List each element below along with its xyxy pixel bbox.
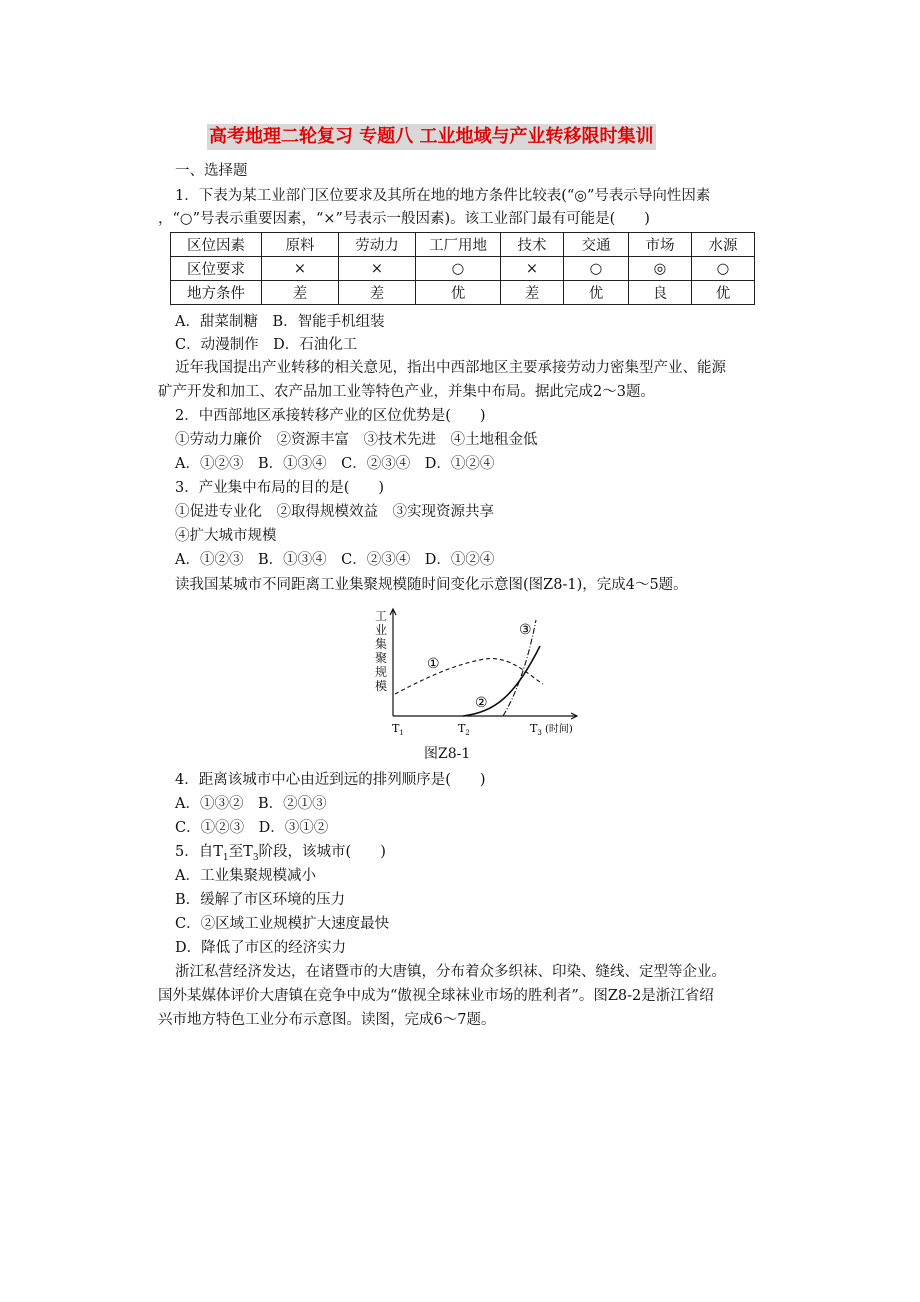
table-row [171,281,755,305]
table-cell: 交通 [564,233,629,257]
table-cell: 市场 [629,233,692,257]
table-cell: 差 [262,281,339,305]
table-cell: 优 [416,281,501,305]
table-cell: 劳动力 [339,233,416,257]
q5-option-b: B．缓解了市区环境的压力 [175,892,346,908]
table-cell: × [262,257,339,281]
table-cell: 优 [564,281,629,305]
table-cell: 良 [629,281,692,305]
table-cell: 区位因素 [171,233,262,257]
table-cell: 水源 [692,233,755,257]
table-cell: 差 [339,281,416,305]
table-cell: ◎ [629,257,692,281]
table-cell: ○ [416,257,501,281]
q2-items: ①劳动力廉价 ②资源丰富 ③技术先进 ④土地租金低 [175,432,538,448]
y-axis-char: 业 [375,623,388,637]
table-cell: × [339,257,416,281]
y-axis-label [375,609,387,693]
tick-label-t1: $T_1$ [392,722,404,737]
table-cell: 地方条件 [171,281,262,305]
table-cell: × [501,257,564,281]
tick-label-t2: $T_2$ [458,722,470,737]
y-axis-char: 聚 [375,651,388,665]
q2-stem: 2．中西部地区承接转移产业的区位优势是( ) [175,408,486,424]
q2-options: A．①②③ B．①③④ C．②③④ D．①②④ [175,456,495,472]
table-cell: 区位要求 [171,257,262,281]
curve-2-label: ② [475,695,488,711]
curve-1-line [395,658,543,694]
intro-6-7-line3: 兴市地方特色工业分布示意图。读图，完成6～7题。 [158,1012,496,1028]
q5-option-a: A．工业集聚规模减小 [175,868,316,884]
q3-options: A．①②③ B．①③④ C．②③④ D．①②④ [175,552,495,568]
table-cell: 技术 [501,233,564,257]
y-axis-char: 工 [375,609,388,623]
q1-options-cd: C．动漫制作 D．石油化工 [175,337,358,353]
x-axis-label: (时间) [545,724,573,735]
q5-option-c: C．②区域工业规模扩大速度最快 [175,916,390,932]
table-row [171,257,755,281]
y-axis-char: 集 [375,637,388,651]
q1-stem-line2: ，“○”号表示重要因素，“×”号表示一般因素)。该工业部门最有可能是( ) [158,211,650,227]
table-cell: 原料 [262,233,339,257]
location-factor-table [170,232,755,305]
table-cell: ○ [692,257,755,281]
q1-stem-line1: 1．下表为某工业部门区位要求及其所在地的地方条件比较表(“◎”号表示导向性因素 [175,188,711,204]
q4-options-cd: C．①②③ D．③①② [175,820,329,836]
table-cell: 工厂用地 [416,233,501,257]
q4-stem: 4．距离该城市中心由近到远的排列顺序是( ) [175,772,486,788]
intro-4-5: 读我国某城市不同距离工业集聚规模随时间变化示意图(图Z8-1)，完成4～5题。 [175,577,688,593]
intro-2-3-line2: 矿产开发和加工、农产品加工业等特色产业，并集中布局。据此完成2～3题。 [158,384,655,400]
figure-caption: 图Z8-1 [424,746,471,762]
intro-6-7-line1: 浙江私营经济发达，在诸暨市的大唐镇，分布着众多织袜、印染、缝线、定型等企业。 [175,964,726,980]
intro-2-3-line1: 近年我国提出产业转移的相关意见，指出中西部地区主要承接劳动力密集型产业、能源 [175,360,726,376]
q3-items-line2: ④扩大城市规模 [175,528,277,544]
tick-label-t3: $T_3$ [530,722,542,737]
q1-options-ab: A．甜菜制糖 B．智能手机组装 [175,314,385,330]
curve-3-label: ③ [519,622,532,638]
document-title: 高考地理二轮复习 专题八 工业地域与产业转移限时集训 [207,124,656,150]
q4-options-ab: A．①③② B．②①③ [175,796,327,812]
table-cell: 优 [692,281,755,305]
q5-option-d: D．降低了市区的经济实力 [175,940,347,956]
y-axis-char: 模 [375,679,388,693]
y-axis-char: 规 [375,665,388,679]
intro-6-7-line2: 国外某媒体评价大唐镇在竞争中成为“傲视全球袜业市场的胜利者”。图Z8-2是浙江省绍 [158,988,714,1004]
section-heading: 一、选择题 [175,163,248,179]
table-cell: ○ [564,257,629,281]
q3-stem: 3．产业集中布局的目的是( ) [175,480,385,496]
q5-stem: 5．自$T_1$至$T_3$阶段，该城市( ) [175,844,386,863]
curve-1-label: ① [427,656,440,672]
industrial-agglomeration-figure [355,606,585,742]
q3-items-line1: ①促进专业化 ②取得规模效益 ③实现资源共享 [175,504,494,520]
table-cell: 差 [501,281,564,305]
table-header-row [171,233,755,257]
